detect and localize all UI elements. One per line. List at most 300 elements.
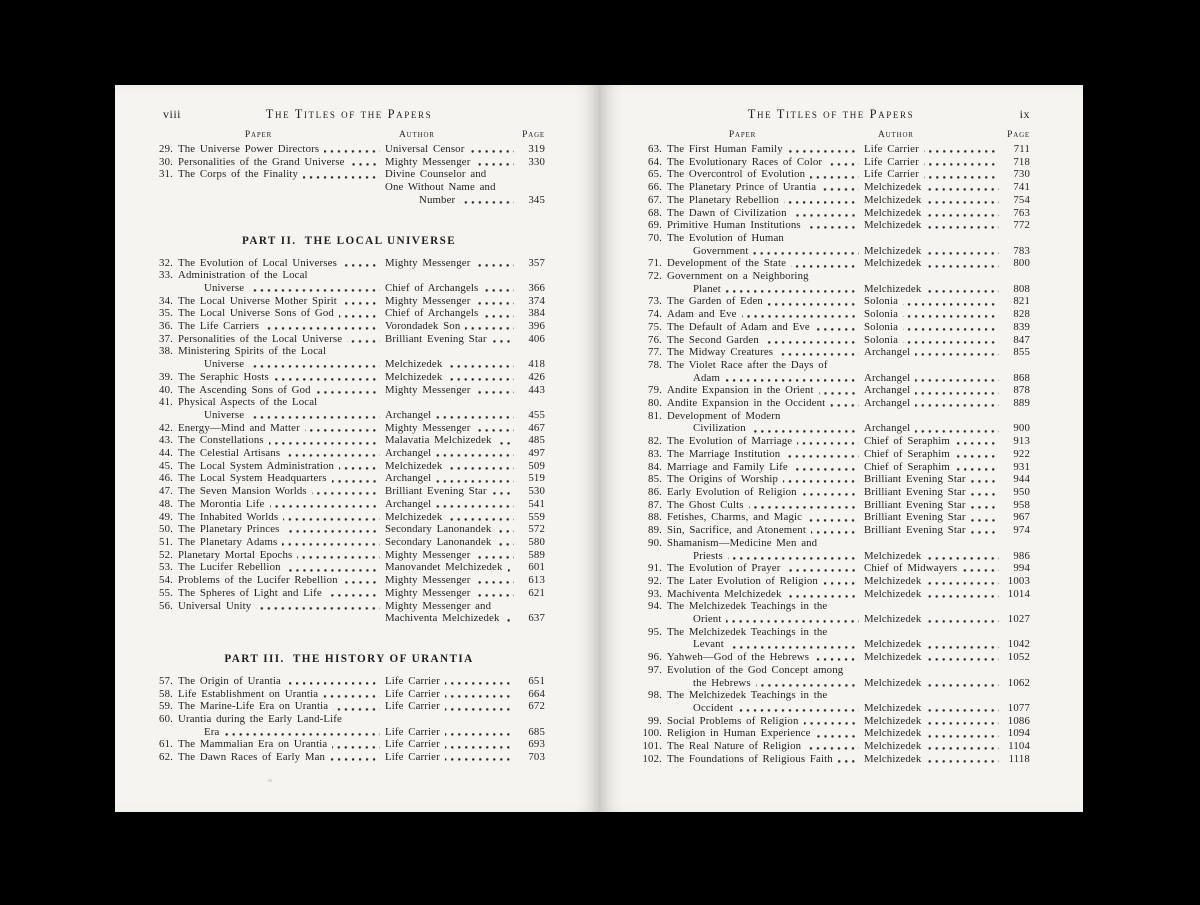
page-number: 613 (528, 574, 545, 587)
leader-dots (802, 493, 859, 496)
column-headers-right (632, 129, 1030, 142)
paper-title: The Origins of Worship (667, 473, 779, 486)
paper-number: 51. (159, 535, 173, 548)
paper-title: Energy—Mind and Matter (178, 421, 300, 434)
book-spread (115, 85, 1083, 812)
paper-title: Marriage and Family Life (667, 460, 788, 473)
toc-entry-line (632, 346, 1030, 359)
paper-number: 49. (159, 510, 173, 523)
toc-entry-line (632, 727, 1030, 740)
author-cell (864, 473, 1030, 486)
paper-author: Life Carrier (385, 725, 440, 738)
paper-author: Solonia (864, 320, 899, 333)
paper-author: Chief of Midwayers (864, 562, 958, 575)
page-right (599, 85, 1083, 812)
toc-entry-line (632, 283, 1030, 296)
page-number: 839 (1013, 320, 1030, 333)
leader-dots (915, 379, 999, 382)
page-number: 455 (528, 408, 545, 421)
paper-author: Chief of Seraphim (864, 460, 950, 473)
toc-entry-line (153, 194, 545, 207)
leader-dots (926, 658, 999, 661)
page-number: 693 (528, 738, 545, 751)
toc-entry-line (632, 143, 1030, 156)
toc-entry-line (153, 143, 545, 156)
title-cell (173, 269, 385, 282)
author-cell (385, 320, 545, 333)
paper-title: The Marriage Institution (667, 447, 781, 460)
paper-title: The Celestial Artisans (178, 447, 281, 460)
column-header-page: Page (522, 130, 545, 140)
paper-author: Melchizedek (864, 613, 922, 626)
title-cell (173, 700, 385, 713)
title-cell (173, 194, 385, 207)
author-cell (864, 588, 1030, 601)
paper-title: Adam and Eve (667, 308, 737, 321)
paper-number: 55. (159, 586, 173, 599)
toc-entry-line (632, 422, 1030, 435)
leader-dots (738, 709, 859, 712)
title-cell (662, 422, 864, 435)
leader-dots (926, 290, 999, 293)
leader-dots (806, 747, 859, 750)
leader-dots (342, 302, 380, 305)
author-cell (385, 612, 545, 625)
paper-number: 87. (648, 498, 662, 511)
author-cell (385, 751, 545, 764)
toc-entry-line (153, 460, 545, 473)
paper-number: 88. (648, 511, 662, 524)
paper-number: 37. (159, 332, 173, 345)
paper-title: The Origin of Urantia (178, 674, 281, 687)
page-number: 1062 (1007, 676, 1030, 689)
author-cell (864, 384, 1030, 397)
paper-number: 66. (648, 181, 662, 194)
paper-number (632, 613, 662, 626)
title-cell (173, 738, 385, 751)
paper-number: 44. (159, 447, 173, 460)
toc-entry-line (632, 600, 1030, 613)
leader-dots (270, 505, 381, 508)
author-cell (385, 675, 545, 688)
paper-title: Ministering Spirits of the Local (178, 345, 327, 358)
paper-number: 71. (648, 257, 662, 270)
toc-entry-line (153, 358, 545, 371)
toc-entry-line (153, 600, 545, 613)
page-number: 443 (528, 383, 545, 396)
leader-dots (726, 620, 859, 623)
leader-dots (447, 378, 514, 381)
paper-title: The Melchizedek Teachings in the (667, 689, 828, 702)
leader-dots (445, 746, 514, 749)
paper-author: Chief of Seraphim (864, 435, 950, 448)
paper-author: Melchizedek (385, 459, 443, 472)
leader-dots (764, 341, 859, 344)
toc-entry-line (153, 295, 545, 308)
paper-author: Melchizedek (864, 282, 922, 295)
paper-author: Melchizedek (864, 574, 922, 587)
title-cell (662, 295, 864, 308)
title-cell (662, 397, 864, 410)
title-cell (662, 346, 864, 359)
paper-author: Life Carrier (864, 155, 919, 168)
title-cell (173, 320, 385, 333)
title-cell (173, 307, 385, 320)
paper-author: Melchizedek (385, 370, 443, 383)
page-number: 541 (528, 497, 545, 510)
paper-number: 61. (159, 738, 173, 751)
page-number: 330 (528, 155, 545, 168)
paper-title: The Local System Administration (178, 459, 335, 472)
leader-dots (804, 722, 859, 725)
paper-author: Archangel (864, 397, 911, 410)
toc-entry-line (632, 359, 1030, 372)
author-cell (864, 422, 1030, 435)
toc-entry-line (632, 486, 1030, 499)
toc-entry-line (632, 270, 1030, 283)
paper-title: The Ghost Cults (667, 498, 744, 511)
page-number: 497 (528, 447, 545, 460)
column-header-page: Page (1007, 130, 1030, 140)
paper-title: Personalities of the Local Universe (178, 332, 343, 345)
leader-dots (955, 442, 999, 445)
author-cell (864, 524, 1030, 537)
toc-entry-line (632, 499, 1030, 512)
toc-entry-line (632, 219, 1030, 232)
paper-number: 63. (648, 143, 662, 155)
author-cell (385, 700, 545, 713)
page-number: 559 (528, 510, 545, 523)
paper-number: 36. (159, 320, 173, 333)
paper-author: Melchizedek (864, 244, 922, 257)
paper-number: 77. (648, 346, 662, 359)
toc-entry-line (153, 282, 545, 295)
toc-entry-line (632, 562, 1030, 575)
paper-number: 48. (159, 497, 173, 510)
leader-dots (342, 264, 380, 267)
title-cell (173, 511, 385, 524)
title-cell (173, 587, 385, 600)
paper-title: The Corps of the Finality (178, 168, 299, 181)
paper-number: 93. (648, 587, 662, 600)
author-cell (864, 410, 1030, 423)
paper-title: The Evolution of Local Universes (178, 256, 337, 269)
paper-author: Melchizedek (864, 257, 922, 270)
toc-entry-line (632, 207, 1030, 220)
leader-dots (436, 505, 514, 508)
paper-title: The Melchizedek Teachings in the (667, 600, 828, 613)
toc-entry-line (632, 384, 1030, 397)
leader-dots (926, 747, 999, 750)
leader-dots (330, 758, 380, 761)
leader-dots (819, 392, 859, 395)
paper-author: Brilliant Evening Star (864, 498, 966, 511)
paper-number: 42. (159, 421, 173, 434)
page-number: 319 (528, 143, 545, 155)
leader-dots (749, 506, 859, 509)
leader-dots (475, 556, 514, 559)
author-cell (864, 448, 1030, 461)
paper-author: Brilliant Evening Star (385, 485, 487, 498)
author-cell (864, 346, 1030, 359)
paper-title: Development of the State (667, 257, 787, 270)
toc-entry-line (632, 461, 1030, 474)
leader-dots (786, 569, 860, 572)
author-cell (864, 397, 1030, 410)
paper-number: 78. (648, 358, 662, 371)
toc-left (153, 143, 545, 764)
paper-title: The Constellations (178, 434, 264, 447)
paper-number: 102. (642, 752, 662, 765)
author-cell (385, 143, 545, 156)
page-number: 783 (1013, 244, 1030, 257)
author-cell (864, 207, 1030, 220)
toc-entry-line (153, 536, 545, 549)
paper-author: Melchizedek (385, 358, 443, 371)
toc-right (632, 143, 1030, 765)
paper-number (632, 422, 662, 435)
paper-title: The Local Universe Sons of God (178, 307, 334, 320)
title-cell (662, 626, 864, 639)
title-cell (662, 410, 864, 423)
paper-number: 86. (648, 485, 662, 498)
author-cell (385, 688, 545, 701)
leader-dots (797, 442, 859, 445)
author-cell (864, 245, 1030, 258)
paper-title: Levant (693, 638, 724, 651)
paper-number (632, 638, 662, 651)
title-cell (173, 549, 385, 562)
leader-dots (971, 480, 999, 483)
leader-dots (971, 506, 999, 509)
page-number: 509 (528, 459, 545, 472)
page-number: 637 (528, 612, 545, 625)
leader-dots (224, 733, 380, 736)
page-number: 974 (1013, 524, 1030, 537)
title-cell (662, 372, 864, 385)
folio-number-right: ix (1019, 107, 1030, 121)
paper-title: The Inhabited Worlds (178, 510, 279, 523)
author-cell (864, 575, 1030, 588)
leader-dots (475, 264, 514, 267)
title-cell (662, 524, 864, 537)
title-cell (662, 550, 864, 563)
leader-dots (505, 619, 514, 622)
paper-number: 79. (648, 384, 662, 397)
page-number: 868 (1013, 371, 1030, 384)
toc-entry-line (632, 702, 1030, 715)
toc-entry-line (153, 675, 545, 688)
toc-entry-line (153, 688, 545, 701)
leader-dots (285, 530, 381, 533)
paper-author: Melchizedek (864, 740, 922, 753)
toc-entry-line (632, 575, 1030, 588)
paper-title: The Melchizedek Teachings in the (667, 625, 828, 638)
paper-title: Primitive Human Institutions (667, 219, 801, 232)
leader-dots (264, 327, 380, 330)
leader-dots (806, 226, 859, 229)
author-cell (864, 740, 1030, 753)
paper-title: The Foundations of Religious Faith (667, 752, 833, 765)
paper-author: Life Carrier (864, 143, 919, 155)
paper-title: Universe (204, 281, 245, 294)
toc-entry-line (632, 181, 1030, 194)
page-number: 763 (1013, 206, 1030, 219)
column-header-author: Author (399, 130, 435, 140)
page-number: 572 (528, 523, 545, 536)
leader-dots (811, 531, 859, 534)
paper-number: 50. (159, 523, 173, 536)
author-cell (385, 561, 545, 574)
author-cell (864, 537, 1030, 550)
paper-title: Government on a Neighboring (667, 270, 809, 283)
title-cell (662, 664, 864, 677)
title-cell (173, 358, 385, 371)
author-cell (385, 307, 545, 320)
title-cell (662, 511, 864, 524)
title-cell (173, 409, 385, 422)
paper-author: Secondary Lanonandek (385, 535, 492, 548)
author-cell (864, 257, 1030, 270)
paper-author: Brilliant Evening Star (864, 511, 966, 524)
toc-entry-line (153, 447, 545, 460)
page-number: 847 (1013, 333, 1030, 346)
toc-entry-line (153, 371, 545, 384)
toc-entry-line (153, 384, 545, 397)
paper-author: Melchizedek (864, 714, 922, 727)
title-cell (662, 499, 864, 512)
paper-title: The First Human Family (667, 143, 783, 155)
title-cell (662, 486, 864, 499)
author-cell (385, 549, 545, 562)
leader-dots (768, 303, 859, 306)
paper-title: Andite Expansion in the Occident (667, 397, 826, 410)
leader-dots (793, 468, 859, 471)
leader-dots (285, 454, 380, 457)
page-number: 986 (1013, 549, 1030, 562)
author-cell (864, 283, 1030, 296)
leader-dots (926, 188, 999, 191)
toc-entry-line (632, 321, 1030, 334)
paper-author: Brilliant Evening Star (864, 473, 966, 486)
toc-entry-line (153, 587, 545, 600)
leader-dots (483, 289, 514, 292)
title-cell (173, 600, 385, 613)
leader-dots (903, 303, 999, 306)
leader-dots (269, 442, 380, 445)
leader-dots (821, 188, 859, 191)
leader-dots (816, 735, 859, 738)
page-number: 878 (1013, 384, 1030, 397)
leader-dots (469, 150, 514, 153)
paper-author: Secondary Lanonandek (385, 523, 492, 536)
page-number: 685 (528, 725, 545, 738)
leader-dots (249, 416, 380, 419)
toc-entry-line (153, 574, 545, 587)
toc-entry-line (153, 257, 545, 270)
paper-title: Andite Expansion in the Orient (667, 384, 814, 397)
toc-entry-line (153, 511, 545, 524)
paper-author: Solonia (864, 333, 899, 346)
page-header-right (632, 107, 1030, 122)
page-number: 589 (528, 548, 545, 561)
paper-number: 89. (648, 524, 662, 537)
paper-number (153, 194, 173, 207)
author-cell (864, 664, 1030, 677)
paper-author: Mighty Messenger (385, 155, 471, 168)
toc-entry-line (153, 485, 545, 498)
paper-number: 57. (159, 674, 173, 687)
leader-dots (926, 620, 999, 623)
paper-title: The Planetary Prince of Urantia (667, 181, 817, 194)
author-cell (864, 651, 1030, 664)
page-number: 1014 (1007, 587, 1030, 600)
page-number: 664 (528, 687, 545, 700)
leader-dots (815, 328, 859, 331)
paper-author: Life Carrier (385, 674, 440, 687)
leader-dots (751, 430, 859, 433)
part-heading: PART II. THE LOCAL UNIVERSE (241, 234, 457, 247)
leader-dots (332, 480, 380, 483)
paper-title: The Violet Race after the Days of (667, 358, 828, 371)
toc-entry-line (153, 168, 545, 181)
author-cell (385, 536, 545, 549)
author-cell (385, 358, 545, 371)
title-cell (173, 434, 385, 447)
title-cell (173, 333, 385, 346)
toc-entry-line (632, 511, 1030, 524)
author-cell (864, 689, 1030, 702)
leader-dots (926, 201, 999, 204)
leader-dots (249, 289, 380, 292)
paper-number: 94. (648, 600, 662, 613)
page-number: 396 (528, 320, 545, 333)
author-cell (385, 738, 545, 751)
paper-number: 43. (159, 434, 173, 447)
author-cell (385, 345, 545, 358)
leader-dots (436, 454, 514, 457)
paper-author: Mighty Messenger (385, 586, 471, 599)
leader-dots (323, 695, 380, 698)
paper-title: Universal Unity (178, 599, 252, 612)
leader-dots (788, 150, 859, 153)
paper-title: Social Problems of Religion (667, 714, 799, 727)
author-cell (385, 498, 545, 511)
paper-title: The Later Evolution of Religion (667, 574, 818, 587)
paper-title: The Second Garden (667, 333, 759, 346)
page-number: 406 (528, 332, 545, 345)
paper-number (153, 282, 173, 295)
title-cell (662, 359, 864, 372)
page-number: 366 (528, 281, 545, 294)
title-cell (173, 168, 385, 181)
author-cell (864, 168, 1030, 181)
author-cell (864, 715, 1030, 728)
author-cell (864, 334, 1030, 347)
page-number: 1094 (1007, 727, 1030, 740)
toc-entry-line (632, 372, 1030, 385)
leader-dots (926, 646, 999, 649)
author-cell (864, 499, 1030, 512)
page-number: 730 (1013, 168, 1030, 181)
paper-title: Adam (693, 371, 720, 384)
paper-title: The Seven Mansion Worlds (178, 485, 307, 498)
leader-dots (728, 557, 859, 560)
paper-author: Life Carrier (385, 700, 440, 713)
title-cell (662, 207, 864, 220)
leader-dots (903, 328, 999, 331)
title-cell (173, 523, 385, 536)
